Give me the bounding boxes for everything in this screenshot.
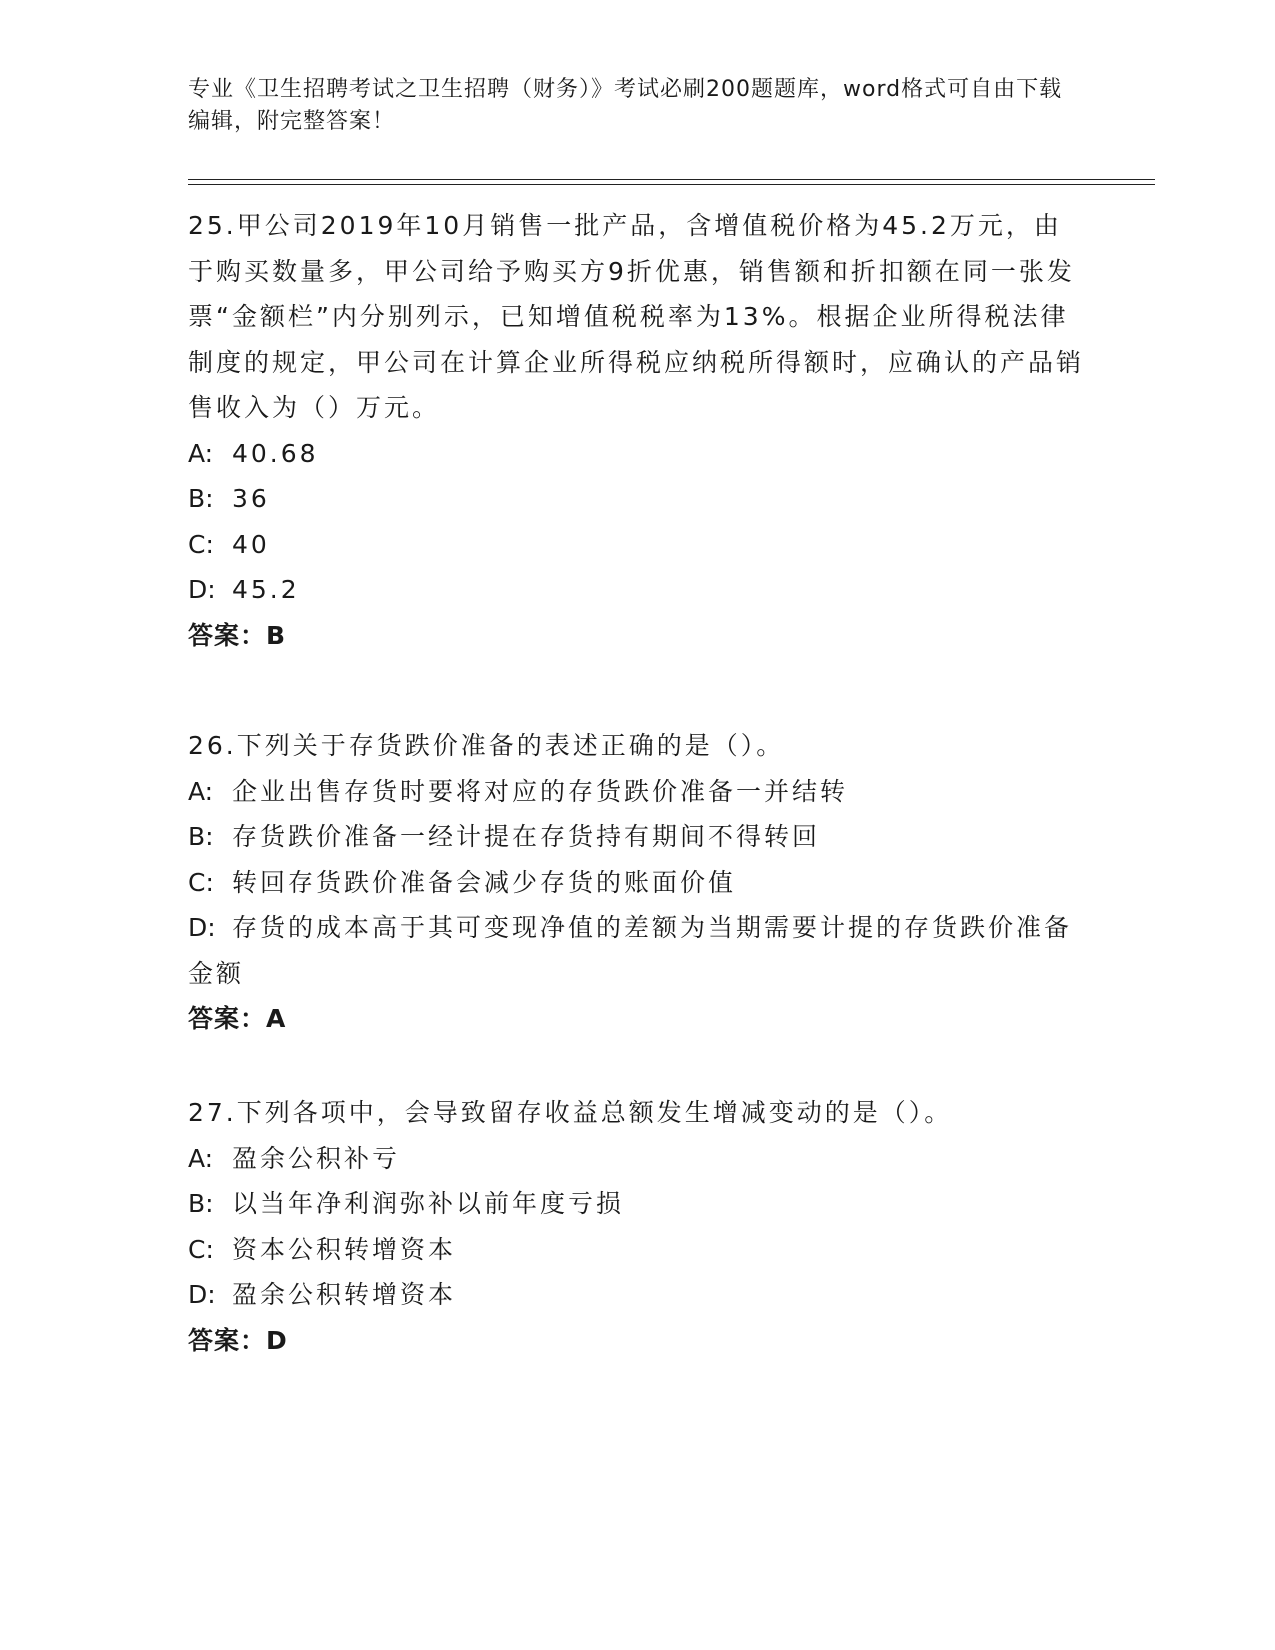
option-b [188,1181,1088,1227]
header-divider-bottom [188,184,1155,185]
option-text: 45.2 [232,575,300,604]
option-key: B: [188,1189,214,1218]
question-27 [188,1090,1088,1363]
option-b [188,476,1088,522]
option-text: 40 [232,529,270,559]
option-key: D: [188,913,216,942]
option-c [188,1227,1088,1273]
answer-line: 答案：D [188,1325,288,1355]
question-stem [188,203,1088,431]
question-26 [188,723,1088,1042]
option-d [188,567,1088,613]
option-key: C: [188,529,214,559]
question-number: 25. [188,211,237,240]
option-text: 存货跌价准备一经计提在存货持有期间不得转回 [232,822,821,851]
option-text: 36 [232,484,270,513]
header-divider-top [188,179,1155,180]
option-key: A: [188,438,214,468]
option-text: 存货的成本高于其可变现净值的差额为当期需要计提的存货跌价准备金额 [188,913,1073,988]
option-a [188,769,1088,815]
document-header: 专业《卫生招聘考试之卫生招聘（财务）》考试必刷200题题库，word格式可自由下载编辑，附完整答案！ [188,77,1063,134]
option-text: 以当年净利润弥补以前年度亏损 [232,1189,625,1218]
answer-line: 答案：A [188,1004,287,1033]
option-key: A: [188,1143,214,1173]
option-c [188,522,1088,568]
option-key: D: [188,575,216,604]
option-c [188,860,1088,906]
question-stem [188,723,1088,769]
option-text: 转回存货跌价准备会减少存货的账面价值 [232,867,737,897]
option-a [188,431,1088,477]
option-key: B: [188,822,214,851]
question-text: 甲公司2019年10月销售一批产品，含增值税价格为45.2万元，由于购买数量多，甲公司给予购买方9折优惠，销售额和折扣额在同一张发票“金额栏”内分别列示，已知增值税税率为13%。根据企业所得税法律制度的规定，甲公司在计算企业所得税应纳税所得额时，应确认的产品销售收入为（）万元。 [188,211,1085,422]
option-key: C: [188,1234,214,1264]
option-text: 资本公积转增资本 [232,1234,457,1264]
option-text: 40.68 [232,438,319,468]
option-key: B: [188,484,214,513]
question-number: 27. [188,1098,237,1127]
option-d [188,1272,1088,1318]
option-key: A: [188,776,214,806]
option-b [188,814,1088,860]
option-text: 盈余公积转增资本 [232,1280,457,1309]
option-a [188,1136,1088,1182]
question-number: 26. [188,731,237,760]
question-stem [188,1090,1088,1136]
option-d [188,905,1088,996]
question-text: 下列关于存货跌价准备的表述正确的是（）。 [236,731,785,760]
option-key: D: [188,1280,216,1309]
answer-line: 答案：B [188,620,287,650]
option-text: 企业出售存货时要将对应的存货跌价准备一并结转 [232,776,849,806]
question-text: 下列各项中，会导致留存收益总额发生增减变动的是（）。 [236,1098,953,1127]
option-text: 盈余公积补亏 [232,1143,401,1173]
option-key: C: [188,867,214,897]
question-25 [188,203,1088,658]
